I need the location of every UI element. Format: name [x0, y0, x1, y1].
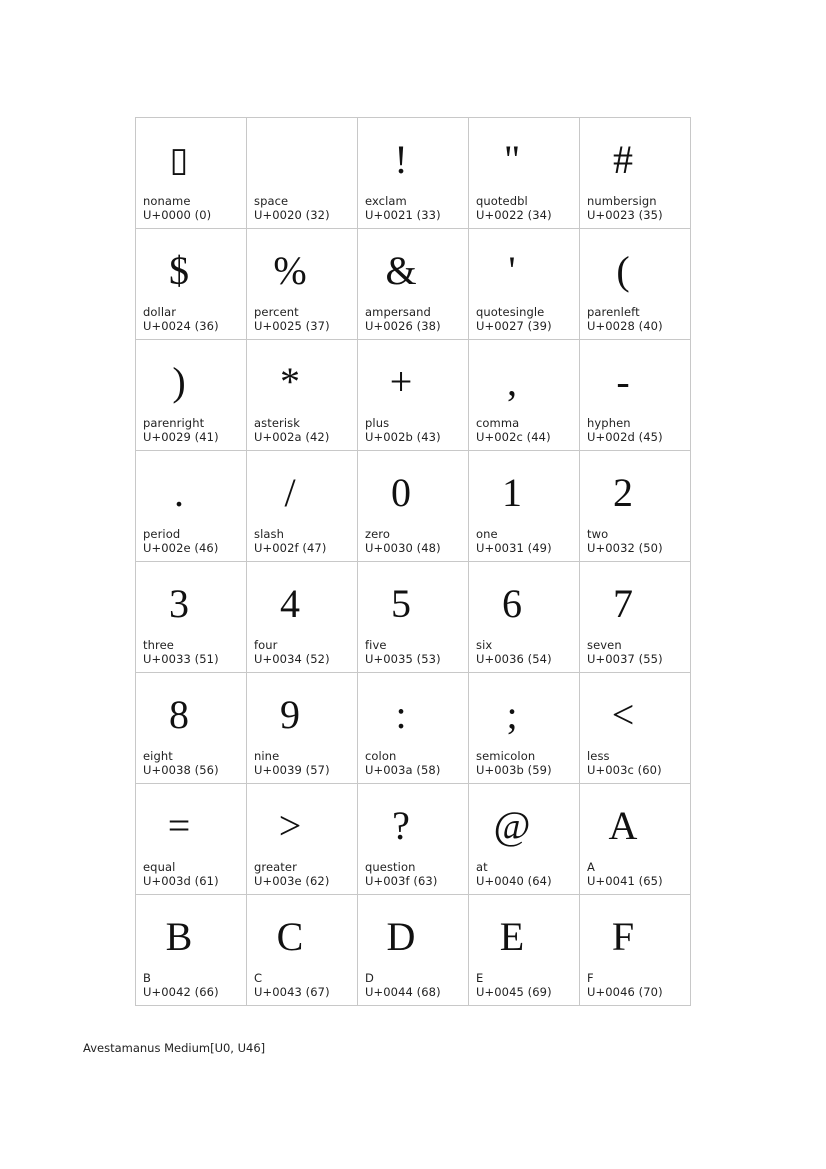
glyph-name: E [476, 971, 484, 985]
glyph-cell [580, 229, 691, 340]
glyph-code: U+0036 (54) [476, 652, 552, 666]
glyph-name: F [587, 971, 594, 985]
glyph-sample: 9 [280, 692, 300, 737]
glyph-name: C [254, 971, 263, 985]
glyph-name: noname [143, 194, 191, 208]
glyph-cell [580, 451, 691, 562]
glyph-sample: + [389, 359, 413, 404]
glyph-sample: / [284, 470, 296, 515]
glyph-sample: 8 [169, 692, 189, 737]
glyph-name: quotedbl [476, 194, 528, 208]
glyph-sample: 7 [613, 581, 633, 626]
glyph-code: U+0020 (32) [254, 208, 330, 222]
glyph-sample: 6 [502, 581, 522, 626]
glyph-cell [358, 118, 469, 229]
glyph-code: U+0022 (34) [476, 208, 552, 222]
glyph-name: seven [587, 638, 622, 652]
glyph-name: equal [143, 860, 176, 874]
glyph-cell [247, 673, 358, 784]
glyph-cell [358, 562, 469, 673]
glyph-cell [136, 673, 247, 784]
glyph-cell [580, 340, 691, 451]
glyph-code: U+0043 (67) [254, 985, 330, 999]
glyph-name: slash [254, 527, 285, 541]
glyph-sample: $ [169, 248, 189, 293]
glyph-sample: = [167, 803, 191, 848]
glyph-cell [469, 673, 580, 784]
glyph-grid [135, 117, 691, 1006]
glyph-name: two [587, 527, 609, 541]
glyph-sample: @ [493, 803, 531, 848]
glyph-cell [469, 784, 580, 895]
glyph-name: period [143, 527, 181, 541]
glyph-cell [136, 451, 247, 562]
glyph-name: one [476, 527, 498, 541]
glyph-code: U+0037 (55) [587, 652, 663, 666]
glyph-sample: , [507, 359, 517, 404]
glyph-sample: E [499, 914, 525, 959]
glyph-sample: ! [394, 137, 408, 182]
glyph-name: dollar [143, 305, 177, 319]
glyph-code: U+002e (46) [143, 541, 219, 555]
glyph-cell [136, 118, 247, 229]
glyph-name: nine [254, 749, 280, 763]
glyph-name: plus [365, 416, 390, 430]
glyph-sample: 3 [169, 581, 189, 626]
glyph-sample: B [165, 914, 193, 959]
glyph-code: U+0021 (33) [365, 208, 441, 222]
glyph-sample: ? [392, 803, 410, 848]
glyph-sample: ; [506, 692, 518, 737]
glyph-cell [469, 895, 580, 1006]
glyph-sample: * [280, 359, 300, 404]
glyph-cell [580, 118, 691, 229]
glyph-code: U+003a (58) [365, 763, 441, 777]
glyph-sample: 4 [280, 581, 300, 626]
glyph-name: comma [476, 416, 520, 430]
glyph-name: A [587, 860, 595, 874]
glyph-cell [358, 784, 469, 895]
glyph-cell [469, 451, 580, 562]
glyph-code: U+0023 (35) [587, 208, 663, 222]
glyph-cell [469, 118, 580, 229]
glyph-cell [358, 229, 469, 340]
glyph-cell [469, 340, 580, 451]
glyph-cell [358, 673, 469, 784]
glyph-code: U+0029 (41) [143, 430, 219, 444]
glyph-sample: C [276, 914, 304, 959]
glyph-sample: D [386, 914, 416, 959]
glyph-name: six [476, 638, 493, 652]
glyph-code: U+0040 (64) [476, 874, 552, 888]
glyph-name: three [143, 638, 174, 652]
glyph-code: U+003e (62) [254, 874, 330, 888]
glyph-code: U+003f (63) [365, 874, 438, 888]
font-range-footer: Avestamanus Medium[U0, U46] [83, 1041, 266, 1055]
glyph-code: U+0000 (0) [143, 208, 212, 222]
glyph-sample: # [613, 137, 633, 182]
glyph-cell [247, 562, 358, 673]
glyph-name: numbersign [587, 194, 657, 208]
glyph-cell [247, 229, 358, 340]
glyph-sample: ( [616, 248, 630, 293]
glyph-name: parenleft [587, 305, 640, 319]
glyph-code: U+0044 (68) [365, 985, 441, 999]
glyph-sample: : [395, 692, 407, 737]
glyph-sample: 5 [391, 581, 411, 626]
glyph-code: U+0032 (50) [587, 541, 663, 555]
glyph-code: U+003d (61) [143, 874, 219, 888]
glyph-code: U+002a (42) [254, 430, 330, 444]
glyph-code: U+0046 (70) [587, 985, 663, 999]
glyph-cell [469, 562, 580, 673]
glyph-code: U+0045 (69) [476, 985, 552, 999]
glyph-name: semicolon [476, 749, 536, 763]
glyph-cell [136, 895, 247, 1006]
glyph-name: ampersand [365, 305, 431, 319]
glyph-cell [136, 229, 247, 340]
glyph-code: U+002c (44) [476, 430, 551, 444]
glyph-name: greater [254, 860, 297, 874]
glyph-sample: > [278, 803, 302, 848]
glyph-cell [358, 895, 469, 1006]
glyph-sample: & [385, 248, 417, 293]
glyph-sample: . [174, 470, 184, 515]
glyph-sample: 1 [502, 470, 522, 515]
glyph-code: U+0041 (65) [587, 874, 663, 888]
glyph-sample: ' [508, 248, 516, 293]
glyph-name: less [587, 749, 610, 763]
glyph-cell [358, 340, 469, 451]
glyph-code: U+002d (45) [587, 430, 663, 444]
glyph-sample: ▯ [169, 140, 189, 180]
glyph-cell [136, 340, 247, 451]
glyph-name: four [254, 638, 278, 652]
glyph-cell [247, 340, 358, 451]
glyph-code: U+0042 (66) [143, 985, 219, 999]
glyph-sample: " [503, 137, 521, 182]
glyph-cell [136, 562, 247, 673]
glyph-name: D [365, 971, 374, 985]
glyph-code: U+0039 (57) [254, 763, 330, 777]
glyph-sample: - [616, 359, 630, 404]
glyph-name: eight [143, 749, 173, 763]
glyph-sample: < [611, 692, 635, 737]
glyph-code: U+0038 (56) [143, 763, 219, 777]
glyph-code: U+0030 (48) [365, 541, 441, 555]
glyph-name: at [476, 860, 488, 874]
glyph-code: U+0024 (36) [143, 319, 219, 333]
glyph-name: percent [254, 305, 299, 319]
glyph-name: quotesingle [476, 305, 545, 319]
glyph-name: exclam [365, 194, 407, 208]
glyph-name: colon [365, 749, 397, 763]
glyph-cell [247, 784, 358, 895]
glyph-name: hyphen [587, 416, 631, 430]
glyph-cell [247, 895, 358, 1006]
glyph-cell [247, 451, 358, 562]
glyph-code: U+002b (43) [365, 430, 441, 444]
glyph-code: U+0025 (37) [254, 319, 330, 333]
glyph-cell [136, 784, 247, 895]
glyph-code: U+0034 (52) [254, 652, 330, 666]
glyph-code: U+0028 (40) [587, 319, 663, 333]
glyph-code: U+0026 (38) [365, 319, 441, 333]
glyph-name: zero [365, 527, 391, 541]
glyph-cell [580, 784, 691, 895]
glyph-cell [580, 673, 691, 784]
glyph-cell [358, 451, 469, 562]
glyph-name: five [365, 638, 387, 652]
glyph-code: U+003c (60) [587, 763, 662, 777]
glyph-code: U+0033 (51) [143, 652, 219, 666]
glyph-sample: % [273, 248, 307, 293]
glyph-name: question [365, 860, 416, 874]
glyph-sample: ) [172, 359, 186, 404]
glyph-sample: 0 [391, 470, 411, 515]
glyph-cell [469, 229, 580, 340]
glyph-sample: 2 [613, 470, 633, 515]
glyph-name: space [254, 194, 289, 208]
glyph-cell [247, 118, 358, 229]
glyph-sample: F [611, 914, 635, 959]
glyph-name: B [143, 971, 151, 985]
glyph-code: U+003b (59) [476, 763, 552, 777]
glyph-code: U+0031 (49) [476, 541, 552, 555]
glyph-cell [580, 895, 691, 1006]
glyph-name: asterisk [254, 416, 300, 430]
glyph-code: U+0027 (39) [476, 319, 552, 333]
glyph-code: U+002f (47) [254, 541, 327, 555]
glyph-name: parenright [143, 416, 205, 430]
glyph-sample: A [608, 803, 638, 848]
glyph-cell [580, 562, 691, 673]
glyph-code: U+0035 (53) [365, 652, 441, 666]
